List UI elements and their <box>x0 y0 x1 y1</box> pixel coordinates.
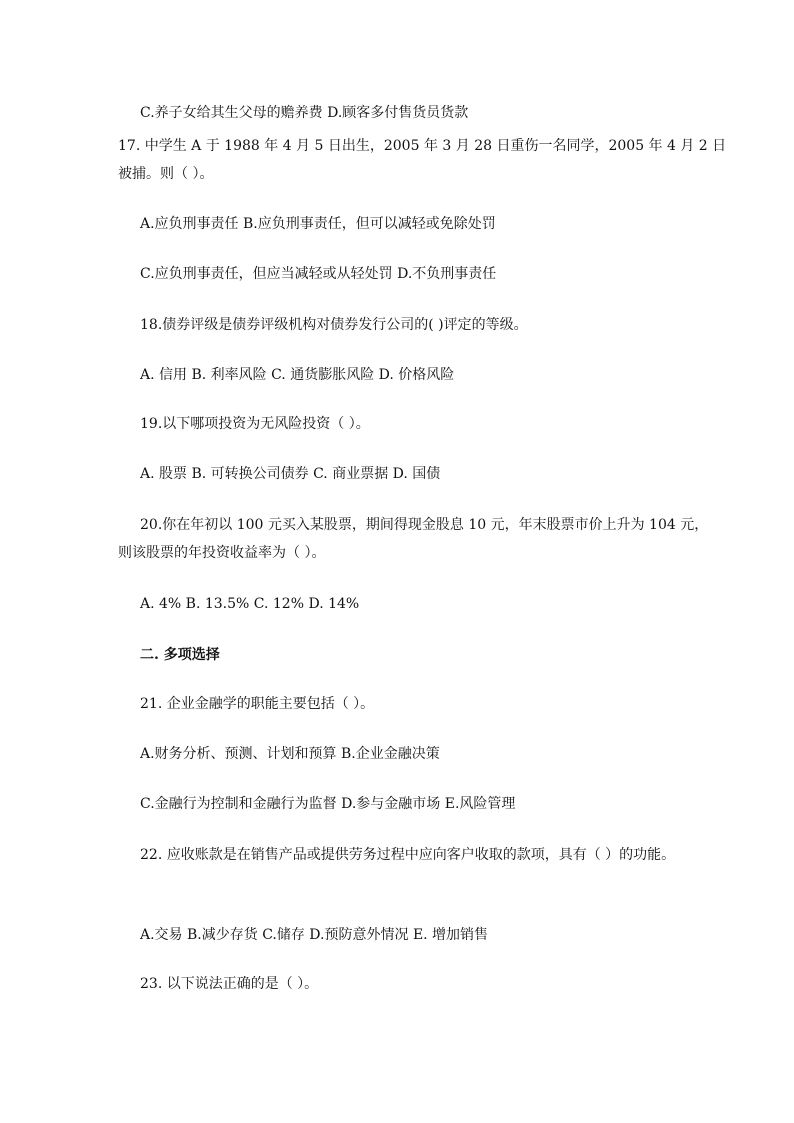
question-17-line-2: 被捕。则（ ）。 <box>118 166 214 182</box>
question-23: 23. 以下说法正确的是（ ）。 <box>140 976 319 992</box>
question-20-line-1: 20.你在年初以 100 元买入某股票，期间得现金股息 10 元，年末股票市价上升为 104 元， <box>140 517 709 533</box>
section-heading-multiple-choice: 二. 多项选择 <box>140 647 220 663</box>
options-22: A.交易 B.减少存货 C.储存 D.预防意外情况 E. 增加销售 <box>140 927 489 943</box>
question-20-line-2: 则该股票的年投资收益率为（ ）。 <box>118 545 326 561</box>
question-18: 18.债券评级是债券评级机构对债券发行公司的( )评定的等级。 <box>140 317 528 333</box>
options-20: A. 4% B. 13.5% C. 12% D. 14% <box>140 596 360 612</box>
question-19: 19.以下哪项投资为无风险投资（ ）。 <box>140 416 370 432</box>
question-17-line-1: 17. 中学生 A 于 1988 年 4 月 5 日出生，2005 年 3 月 28 日重伤一名同学，2005 年 4 月 2 日 <box>118 138 727 154</box>
options-21-line-1: A.财务分析、预测、计划和预算 B.企业金融决策 <box>140 746 440 762</box>
options-17-line-1: A.应负刑事责任 B.应负刑事责任，但可以减轻或免除处罚 <box>140 216 496 232</box>
option-line-16: C.养子女给其生父母的赡养费 D.顾客多付售货员货款 <box>140 105 469 121</box>
question-22: 22. 应收账款是在销售产品或提供劳务过程中应向客户收取的款项，具有（ ）的功能。 <box>140 847 676 863</box>
options-21-line-2: C.金融行为控制和金融行为监督 D.参与金融市场 E.风险管理 <box>140 796 516 812</box>
question-21: 21. 企业金融学的职能主要包括（ ）。 <box>140 696 375 712</box>
options-17-line-2: C.应负刑事责任，但应当减轻或从轻处罚 D.不负刑事责任 <box>140 266 497 282</box>
options-19: A. 股票 B. 可转换公司债券 C. 商业票据 D. 国债 <box>140 466 441 482</box>
options-18: A. 信用 B. 利率风险 C. 通货膨胀风险 D. 价格风险 <box>140 367 455 383</box>
